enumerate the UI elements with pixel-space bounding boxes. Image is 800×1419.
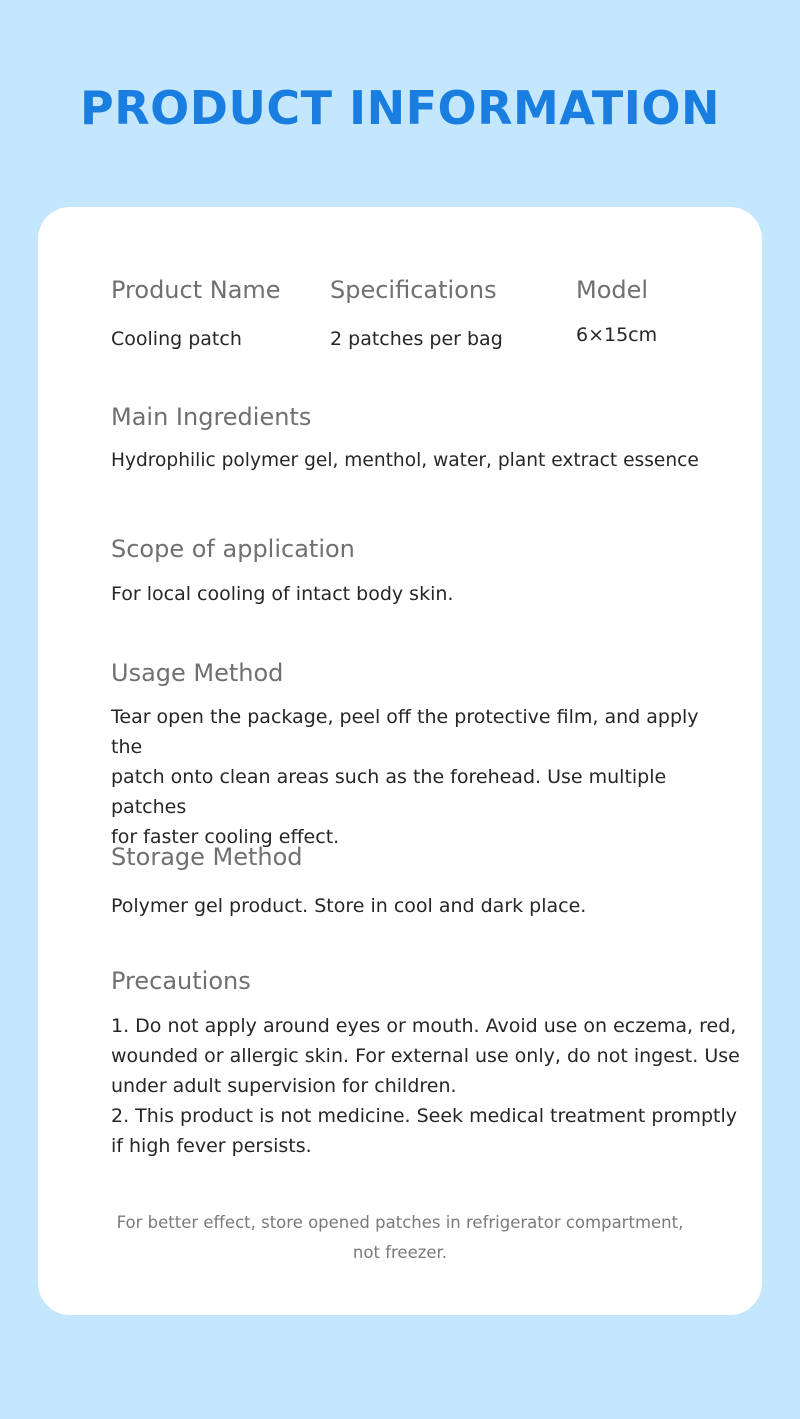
precautions-line: 2. This product is not medicine. Seek medical treatment promptly (111, 1105, 737, 1127)
product-name-label: Product Name (111, 276, 281, 304)
note-line: not freezer. (352, 1243, 448, 1262)
precautions-line: 1. Do not apply around eyes or mouth. Avoid use on eczema, red, (111, 1015, 737, 1037)
model-label: Model (576, 276, 649, 304)
precautions-text (111, 1011, 741, 1161)
usage-line: patch onto clean areas such as the forehead. Use multiple patches (111, 766, 667, 818)
precautions-line: if high fever persists. (111, 1135, 312, 1157)
product-name-value: Cooling patch (111, 328, 242, 350)
precautions-line: under adult supervision for children. (111, 1075, 457, 1097)
usage-heading: Usage Method (111, 659, 284, 687)
usage-line: Tear open the package, peel off the protective film, and apply the (111, 706, 699, 758)
scope-text: For local cooling of intact body skin. (111, 583, 454, 605)
main-ingredients-heading: Main Ingredients (111, 403, 312, 431)
storage-tip-note (90, 1208, 710, 1268)
specifications-label: Specifications (330, 276, 497, 304)
storage-heading: Storage Method (111, 843, 303, 871)
storage-text: Polymer gel product. Store in cool and dark place. (111, 895, 587, 917)
precautions-heading: Precautions (111, 967, 251, 995)
main-ingredients-text: Hydrophilic polymer gel, menthol, water, plant extract essence (111, 450, 699, 471)
precautions-line: wounded or allergic skin. For external use only, do not ingest. Use (111, 1045, 740, 1067)
note-line: For better effect, store opened patches in refrigerator compartment, (116, 1213, 684, 1232)
page-title: PRODUCT INFORMATION (80, 81, 720, 135)
usage-text (111, 702, 731, 852)
scope-heading: Scope of application (111, 535, 355, 563)
usage-line: for faster cooling effect. (111, 826, 340, 848)
model-value: 6×15cm (576, 324, 658, 346)
specifications-value: 2 patches per bag (330, 328, 503, 350)
